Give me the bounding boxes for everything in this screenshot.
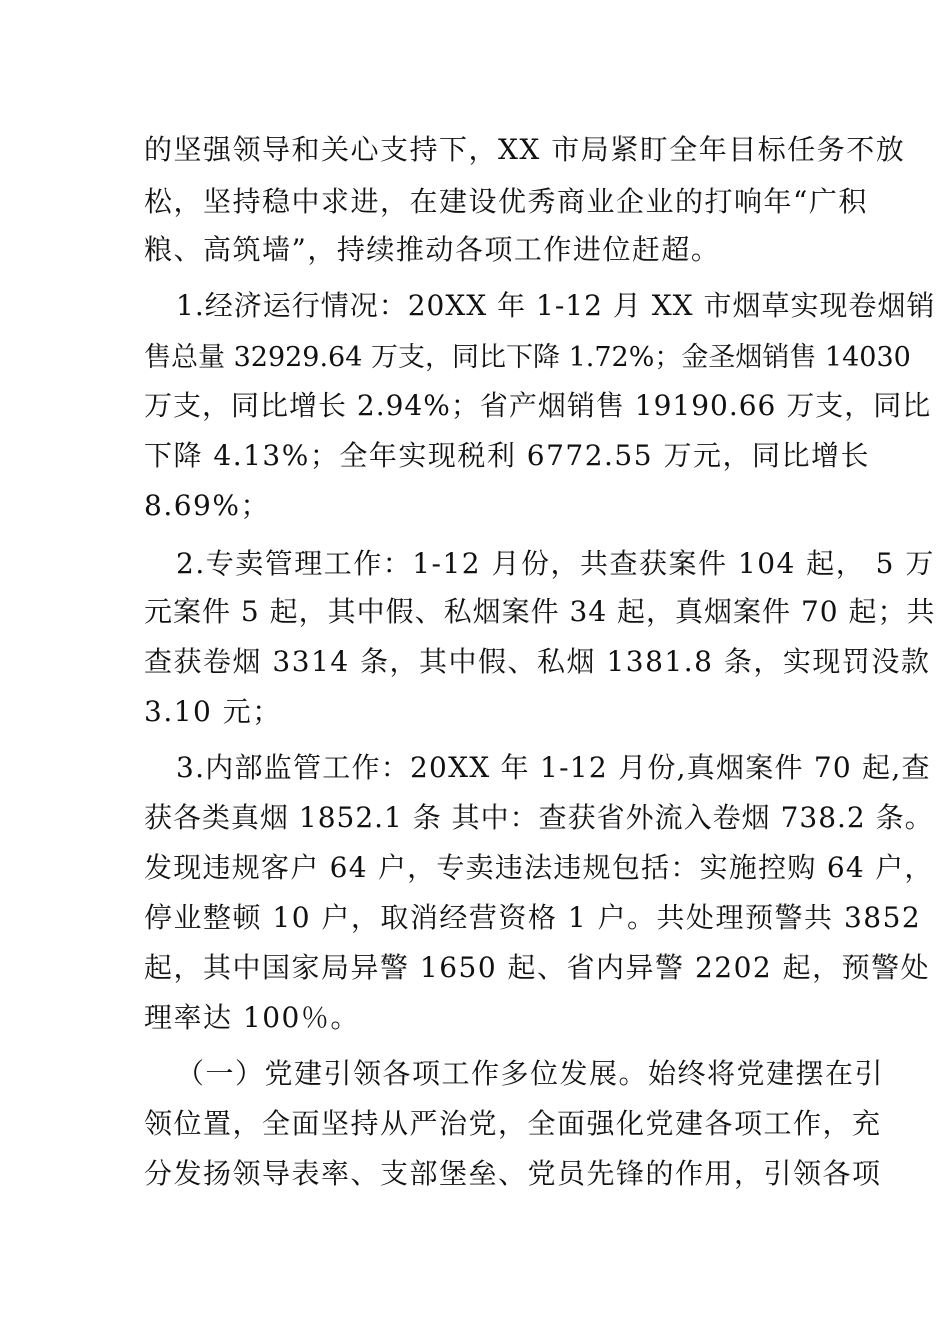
intro-line-2: 松，坚持稳中求进，在建设优秀商业企业的打响年“广积 [144, 185, 868, 218]
monopoly-line-2: 元案件 5 起，其中假、私烟案件 34 起，真烟案件 70 起；共 [144, 595, 936, 628]
supervision-line-2: 获各类真烟 1852.1 条 其中：查获省外流入卷烟 738.2 条。 [144, 801, 934, 834]
supervision-line-4: 停业整顿 10 户，取消经营资格 1 户。共处理预警共 3852 [144, 901, 922, 934]
economic-line-2: 售总量 32929.64 万支，同比下降 1.72%；金圣烟销售 14030 [144, 342, 911, 373]
economic-line-5: 8.69%； [144, 489, 270, 522]
economic-line-3: 万支，同比增长 2.94%；省产烟销售 19190.66 万支，同比 [144, 389, 932, 422]
intro-line-1: 的坚强领导和关心支持下，XX 市局紧盯全年目标任务不放 [144, 133, 906, 166]
party-line-2: 领位置，全面坚持从严治党，全面强化党建各项工作，充 [144, 1107, 882, 1140]
monopoly-line-4: 3.10 元； [144, 695, 282, 728]
supervision-line-5: 起，其中国家局异警 1650 起、省内异警 2202 起，预警处 [144, 951, 931, 984]
monopoly-line-3: 查获卷烟 3314 条，其中假、私烟 1381.8 条，实现罚没款 [144, 645, 931, 678]
economic-line-1: 1.经济运行情况：20XX 年 1-12 月 XX 市烟草实现卷烟销 [176, 289, 936, 322]
supervision-line-3: 发现违规客户 64 户，专卖违法违规包括：实施控购 64 户， [144, 851, 934, 884]
supervision-line-1: 3.内部监管工作：20XX 年 1-12 月份,真烟案件 70 起,查 [176, 751, 931, 784]
intro-line-3: 粮、高筑墙”，持续推动各项工作进位赶超。 [144, 233, 721, 266]
party-line-3: 分发扬领导表率、支部堡垒、党员先锋的作用，引领各项 [144, 1157, 882, 1190]
party-line-1: （一）党建引领各项工作多位发展。始终将党建摆在引 [176, 1057, 885, 1090]
economic-line-4: 下降 4.13%；全年实现税利 6772.55 万元，同比增长 [144, 439, 870, 472]
monopoly-line-1: 2.专卖管理工作：1-12 月份，共查获案件 104 起， 5 万 [176, 547, 935, 580]
supervision-line-6: 理率达 100％。 [144, 1001, 360, 1034]
